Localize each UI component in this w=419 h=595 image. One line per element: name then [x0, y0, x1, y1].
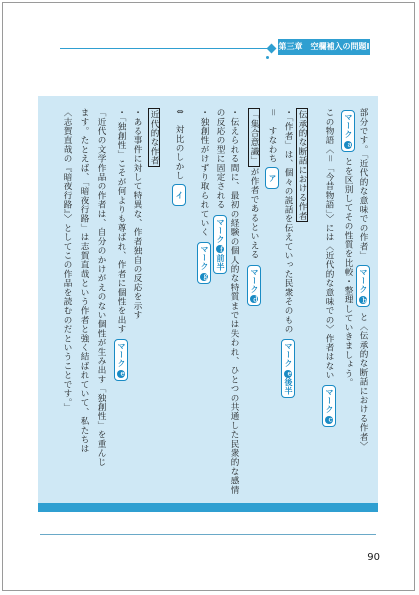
text-column-15: 「近代の文学作品の作者は、自分のかけがえのない個性が生み出す「独創性」を重んじ [96, 108, 106, 467]
marker-b: マークｂ [356, 265, 370, 307]
header-rule [60, 48, 268, 49]
boxed-collective-consciousness: 「集合意識」 [249, 110, 259, 166]
page-number: 90 [367, 552, 380, 563]
text-column-2: マークａ とを区別してその性質を比較・整理していきましょう。 [341, 108, 355, 498]
text-column-5: ・「作者」は、個々の説話を伝えていった民衆そのもの マークｅ後半 [281, 108, 295, 498]
text-column-13: ・ある事件に対して特異な、作者独自の反応を示す [132, 108, 142, 320]
panel-bottom-bar [38, 503, 378, 512]
marker-f-first: マークｆ前半 [213, 215, 227, 274]
text-column-8: ・伝えられる間に、最初の経験の個人的な特質までは失われ、ひとつの共通した民衆的な感情 [229, 108, 239, 495]
marker-g: マークｇ [197, 242, 211, 284]
text-column-14: ・「独創性」こそが何よりも尊ばれ、作者に個性を出す マークｅ [114, 108, 128, 498]
marker-c: マークｃ [322, 385, 336, 427]
marker-e: マークｅ [114, 339, 128, 381]
marker-e-late: マークｅ後半 [281, 339, 295, 398]
marker-a: マークａ [341, 110, 355, 152]
text-column-9: の反応の型に固定される マークｆ前半 [213, 108, 227, 498]
chapter-header: 第三章 空欄補入の問題Ⅰ [278, 39, 370, 55]
text-column-12 [148, 108, 160, 498]
marker-d: マークｄ [247, 265, 261, 307]
header-dot-icon [266, 56, 269, 59]
section-heading-traditional: 伝承的な断話における作者 [297, 110, 307, 221]
blank-i: イ [172, 184, 186, 207]
text-column-3: この物語〈＝「今昔物語」〉には〈近代的な意味での〉作者はない マークｃ [322, 108, 336, 498]
text-column-11: ⇕ 対比のしかし イ [172, 108, 186, 498]
text-column-17: 〈志賀直哉の『暗夜行路』〉としてこの作品を読むのだということです。」 [62, 108, 72, 413]
text-column-4 [296, 108, 308, 498]
text-column-16: ます。たとえば、「暗夜行路」は志賀直哉という作者と強く結ばれていて、私たちは [79, 108, 89, 454]
text-column-7: 「集合意識」が作者であるといえる マークｄ [247, 108, 261, 498]
text-column-6: ＝ すなわち ア [265, 108, 279, 498]
text-column-1: 部分です。「近代的な意味での作者」 マークｂ と〈伝承的な断話における作者〉 [358, 108, 368, 451]
section-heading-modern: 近代的な作者 [149, 110, 159, 166]
footer-rule [40, 534, 376, 535]
text-column-10: ・独創性がけずり取られていく マークｇ [197, 108, 211, 498]
blank-a: ア [265, 167, 279, 190]
